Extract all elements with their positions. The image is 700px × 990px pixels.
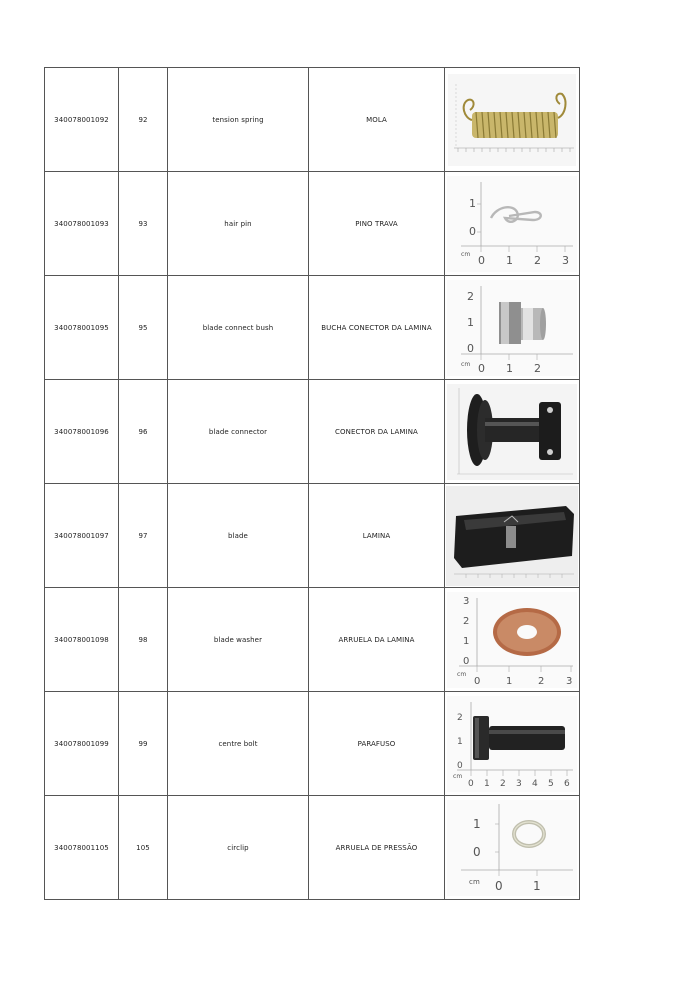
x-tick-label: 0 (478, 361, 486, 375)
part-code: 340078001098 (45, 588, 119, 692)
y-tick-label: 0 (469, 224, 477, 238)
centre-bolt-photo (447, 696, 577, 792)
x-tick-label: 0 (495, 878, 503, 893)
hair-pin-photo (447, 176, 577, 272)
item-number: 92 (119, 68, 168, 172)
x-tick-label: 5 (548, 778, 554, 789)
y-tick-label: 1 (469, 196, 477, 210)
part-code: 340078001096 (45, 380, 119, 484)
blade-photo (446, 486, 578, 586)
table-row (45, 484, 580, 588)
part-code: 340078001097 (45, 484, 119, 588)
part-photo (445, 68, 580, 172)
description-pt: CONECTOR DA LAMINA (309, 380, 445, 484)
x-tick-label: 2 (500, 778, 506, 789)
table-row (45, 692, 580, 796)
x-tick-label: 0 (478, 253, 486, 267)
y-tick-label: 0 (463, 655, 470, 667)
blade-connect-bush-photo (447, 280, 577, 376)
y-tick-label: 2 (463, 615, 470, 627)
y-tick-label: 2 (457, 712, 463, 723)
part-photo (445, 276, 580, 380)
y-tick-label: 0 (457, 760, 463, 771)
x-tick-label: 1 (506, 253, 514, 267)
unit-label: cm (457, 670, 467, 678)
part-code: 340078001105 (45, 796, 119, 900)
x-tick-label: 3 (516, 778, 522, 789)
description-en: blade connector (168, 380, 309, 484)
unit-label: cm (461, 360, 471, 368)
x-tick-label: 4 (532, 778, 538, 789)
part-photo (445, 796, 580, 900)
parts-table (44, 67, 580, 900)
x-tick-label: 1 (484, 778, 490, 789)
part-code: 340078001099 (45, 692, 119, 796)
x-tick-label: 3 (566, 675, 573, 687)
description-pt: PARAFUSO (309, 692, 445, 796)
item-number: 98 (119, 588, 168, 692)
description-pt: MOLA (309, 68, 445, 172)
item-number: 96 (119, 380, 168, 484)
item-number: 99 (119, 692, 168, 796)
description-en: blade connect bush (168, 276, 309, 380)
y-tick-label: 2 (467, 289, 475, 303)
x-tick-label: 2 (534, 361, 542, 375)
table-row (45, 380, 580, 484)
description-pt: ARRUELA DA LAMINA (309, 588, 445, 692)
y-tick-label: 1 (457, 736, 463, 747)
part-photo (445, 380, 580, 484)
item-number: 93 (119, 172, 168, 276)
x-tick-label: 1 (506, 361, 514, 375)
y-tick-label: 0 (473, 844, 481, 859)
table-row (45, 68, 580, 172)
description-en: centre bolt (168, 692, 309, 796)
x-tick-label: 2 (534, 253, 542, 267)
description-en: circlip (168, 796, 309, 900)
blade-connector-photo (447, 384, 577, 480)
description-pt: BUCHA CONECTOR DA LAMINA (309, 276, 445, 380)
description-en: hair pin (168, 172, 309, 276)
part-photo (445, 692, 580, 796)
x-tick-label: 0 (468, 778, 474, 789)
part-code: 340078001092 (45, 68, 119, 172)
item-number: 97 (119, 484, 168, 588)
part-code: 340078001095 (45, 276, 119, 380)
table-row (45, 796, 580, 900)
x-tick-label: 1 (506, 675, 513, 687)
unit-label: cm (453, 772, 463, 780)
y-tick-label: 1 (473, 816, 481, 831)
y-tick-label: 1 (467, 315, 475, 329)
description-en: blade washer (168, 588, 309, 692)
blade-washer-photo (447, 592, 577, 688)
table-row (45, 172, 580, 276)
part-code: 340078001093 (45, 172, 119, 276)
description-pt: PINO TRAVA (309, 172, 445, 276)
description-pt: ARRUELA DE PRESSÃO (309, 796, 445, 900)
y-tick-label: 3 (463, 595, 470, 607)
tension-spring-photo (448, 74, 576, 166)
x-tick-label: 0 (474, 675, 481, 687)
part-photo (445, 484, 580, 588)
table-row (45, 276, 580, 380)
unit-label: cm (461, 250, 471, 258)
item-number: 105 (119, 796, 168, 900)
description-en: tension spring (168, 68, 309, 172)
x-tick-label: 6 (564, 778, 570, 789)
y-tick-label: 0 (467, 341, 475, 355)
description-pt: LAMINA (309, 484, 445, 588)
x-tick-label: 3 (562, 253, 570, 267)
part-photo (445, 172, 580, 276)
part-photo (445, 588, 580, 692)
description-en: blade (168, 484, 309, 588)
unit-label: cm (469, 877, 480, 886)
x-tick-label: 1 (533, 878, 541, 893)
y-tick-label: 1 (463, 635, 470, 647)
table-row (45, 588, 580, 692)
x-tick-label: 2 (538, 675, 545, 687)
circlip-photo (447, 800, 577, 896)
item-number: 95 (119, 276, 168, 380)
